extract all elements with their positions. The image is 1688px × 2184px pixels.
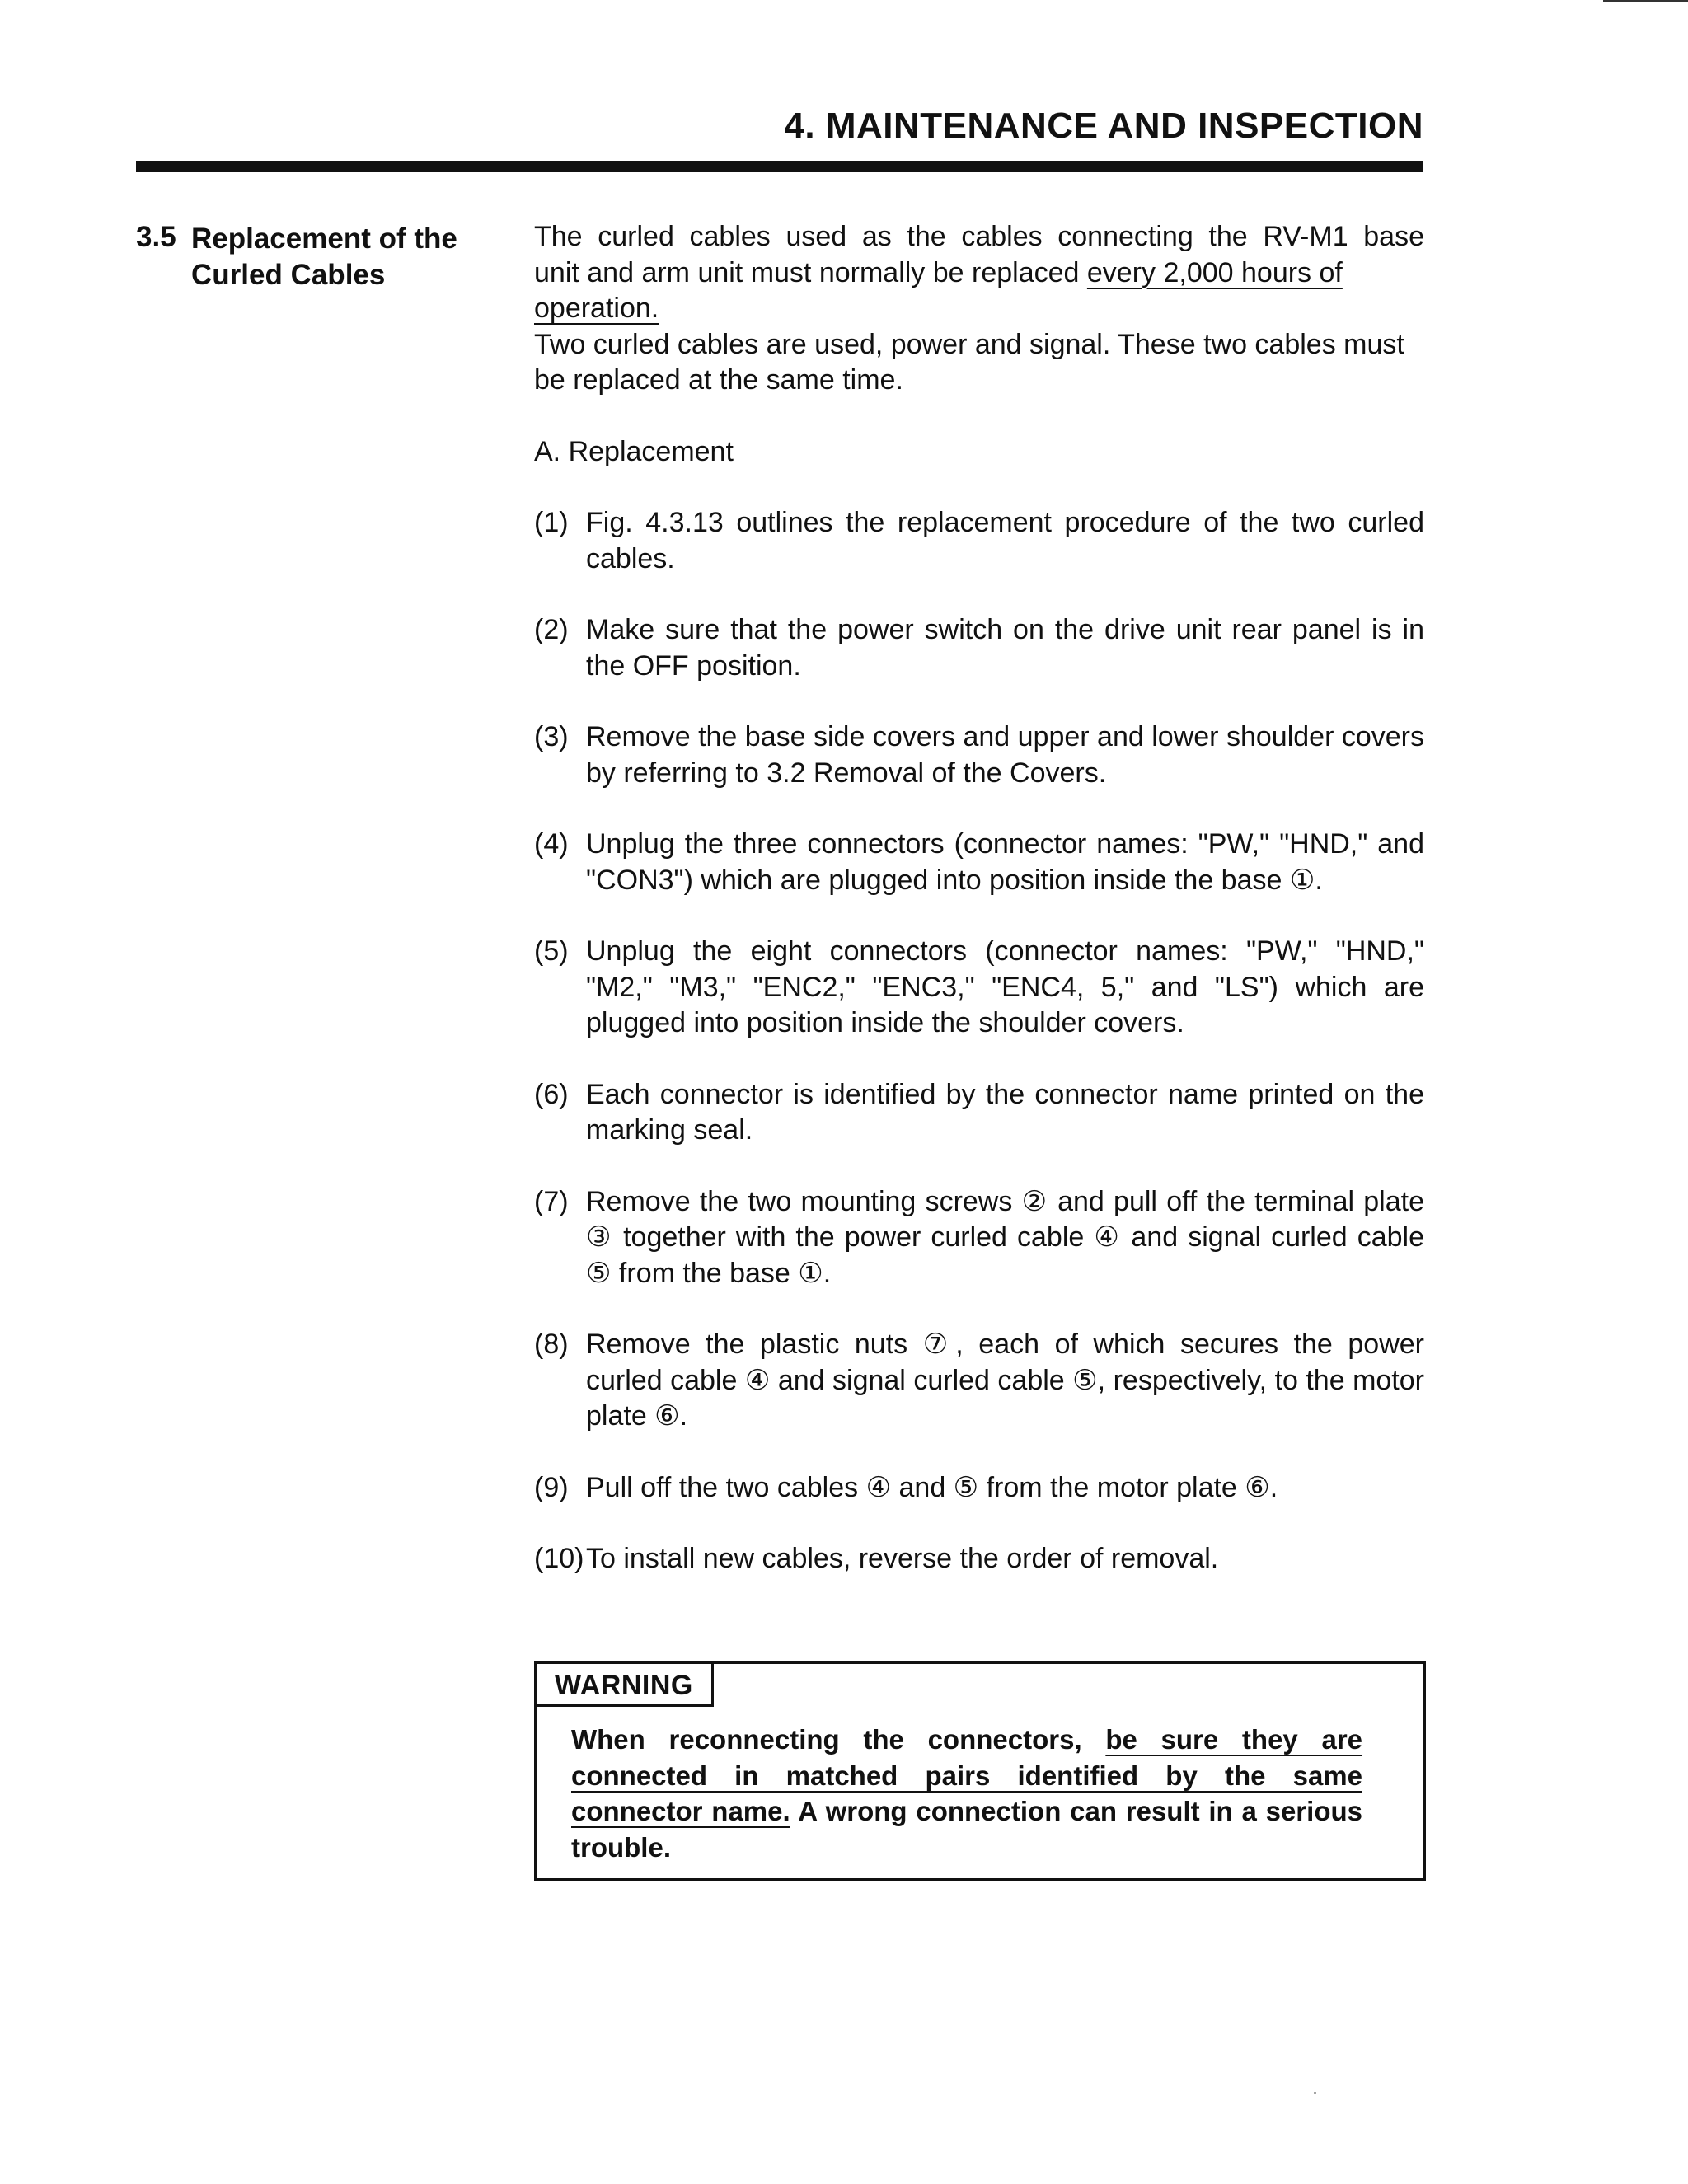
intro-line2-text: unit and arm unit must normally be replaced bbox=[534, 256, 1087, 288]
step-text: Pull off the two cables ④ and ⑤ from the motor plate ⑥. bbox=[586, 1471, 1278, 1503]
step-text: Fig. 4.3.13 outlines the replacement procedure of the two curled cables. bbox=[586, 507, 1424, 574]
section-title-line2: Curled Cables bbox=[191, 259, 386, 291]
step-10 bbox=[534, 1541, 1424, 1577]
step-number: (10) bbox=[534, 1543, 584, 1574]
step-text: Remove the plastic nuts ⑦, each of which secures the power curled cable ④ and signal curled cable ⑤, respectively, to the motor plate ⑥. bbox=[586, 1329, 1424, 1432]
warning-text-start: When reconnecting the connectors, bbox=[571, 1724, 1106, 1755]
scan-speck bbox=[1314, 2092, 1316, 2094]
intro-paragraph2: Two curled cables are used, power and signal. These two cables must be replaced at the same time. bbox=[534, 328, 1404, 396]
section-title-line1: Replacement of the bbox=[191, 223, 457, 255]
warning-text-end: A wrong connection can result in a serious trouble. bbox=[571, 1796, 1362, 1863]
step-number: (7) bbox=[534, 1185, 569, 1217]
step-5 bbox=[534, 934, 1424, 1042]
corner-rule bbox=[1603, 0, 1688, 2]
step-2 bbox=[534, 612, 1424, 684]
page-header: 4. MAINTENANCE AND INSPECTION bbox=[784, 105, 1423, 146]
warning-label: WARNING bbox=[537, 1664, 714, 1707]
step-number: (3) bbox=[534, 721, 569, 752]
step-4 bbox=[534, 827, 1424, 898]
section-number: 3.5 bbox=[136, 221, 176, 253]
step-6 bbox=[534, 1077, 1424, 1149]
warning-box bbox=[534, 1661, 1426, 1881]
step-text: Make sure that the power switch on the drive unit rear panel is in the OFF position. bbox=[586, 614, 1424, 682]
step-9 bbox=[534, 1470, 1424, 1507]
section-body bbox=[534, 219, 1424, 1613]
step-number: (4) bbox=[534, 828, 569, 860]
step-3 bbox=[534, 719, 1424, 791]
warning-text bbox=[571, 1722, 1362, 1865]
step-8 bbox=[534, 1327, 1424, 1435]
step-text: Each connector is identified by the connector name printed on the marking seal. bbox=[586, 1078, 1424, 1146]
step-number: (1) bbox=[534, 507, 569, 538]
step-number: (8) bbox=[534, 1329, 569, 1360]
replacement-interval: every 2,000 hours of operation. bbox=[534, 256, 1343, 324]
warning-emphasis: be sure they are connected in matched pairs identified by the same connector name. bbox=[571, 1724, 1363, 1826]
step-number: (9) bbox=[534, 1471, 569, 1503]
header-rule bbox=[136, 161, 1423, 172]
step-number: (2) bbox=[534, 614, 569, 645]
section-title bbox=[191, 221, 504, 293]
step-text: Remove the base side covers and upper and lower shoulder covers by referring to 3.2 Removal of the Covers. bbox=[586, 721, 1424, 789]
step-1 bbox=[534, 505, 1424, 577]
step-7 bbox=[534, 1184, 1424, 1292]
step-number: (5) bbox=[534, 935, 569, 967]
step-text: To install new cables, reverse the order of removal. bbox=[586, 1543, 1219, 1574]
subheading: A. Replacement bbox=[534, 435, 734, 467]
step-number: (6) bbox=[534, 1078, 569, 1110]
intro-line1: The curled cables used as the cables connecting the RV-M1 base bbox=[534, 221, 1424, 252]
step-text: Unplug the eight connectors (connector names: "PW," "HND," "M2," "M3," "ENC2," "ENC3," "ENC4, 5," and "LS") which are plugged into position inside the shoulder covers. bbox=[586, 935, 1424, 1038]
step-text: Unplug the three connectors (connector names: "PW," "HND," and "CON3") which are plugged into position inside the base ①. bbox=[586, 828, 1424, 896]
step-text: Remove the two mounting screws ② and pull off the terminal plate ③ together with the power curled cable ④ and signal curled cable ⑤ from the base ①. bbox=[586, 1185, 1424, 1289]
intro-line2 bbox=[534, 255, 1424, 327]
